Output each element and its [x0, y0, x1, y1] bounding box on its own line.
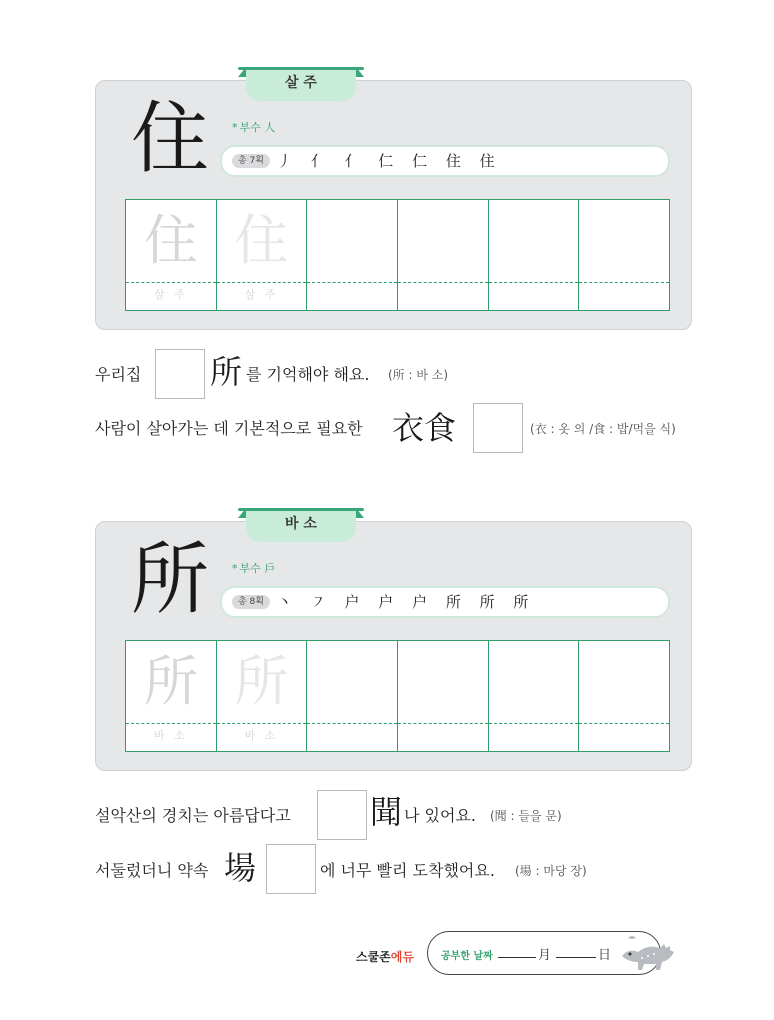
logo-accent: 에듀 — [390, 950, 414, 964]
star-icon: * — [232, 121, 238, 134]
radical-label: 부수 — [239, 121, 261, 134]
answer-box[interactable] — [473, 403, 523, 453]
trace-meaning: 바 소 — [244, 729, 279, 742]
day-unit: 日 — [598, 948, 612, 963]
hanja-note: (聞 : 들을 문) — [490, 809, 562, 823]
answer-box[interactable] — [266, 844, 316, 894]
radical-label: 부수 — [239, 562, 261, 575]
trace-hanja: 住 — [234, 209, 289, 272]
trace-hanja: 所 — [143, 650, 198, 713]
writing-cell[interactable] — [489, 641, 580, 751]
radical-info — [232, 560, 275, 576]
month-blank[interactable] — [498, 957, 536, 958]
radical-char: 人 — [264, 121, 276, 134]
hanja-card-1 — [95, 75, 692, 330]
stroke-count-badge: 총 8획 — [232, 595, 270, 609]
writing-cell[interactable] — [307, 200, 398, 310]
card-tab-1 — [246, 67, 356, 101]
hanja-note: (場 : 마당 장) — [515, 864, 587, 878]
trace-cell[interactable] — [217, 641, 308, 751]
radical-char: 戶 — [264, 562, 276, 575]
trace-meaning: 살 주 — [244, 288, 279, 301]
hanja-note: (衣 : 옷 의 /食 : 밥/먹을 식) — [530, 422, 676, 436]
sentence-hanja: 聞 — [370, 793, 403, 831]
day-blank[interactable] — [556, 957, 596, 958]
trace-cell[interactable] — [126, 200, 217, 310]
writing-cell[interactable] — [307, 641, 398, 751]
answer-box[interactable] — [317, 790, 367, 840]
hanja-card-2 — [95, 516, 692, 771]
dinosaur-icon — [618, 930, 676, 974]
writing-cell[interactable] — [398, 641, 489, 751]
month-unit: 月 — [538, 948, 552, 963]
trace-meaning: 살 주 — [153, 288, 188, 301]
stroke-sequence: 丶 ㇇ 户 户 户 所 所 所 — [277, 593, 536, 611]
trace-hanja: 住 — [143, 209, 198, 272]
tab-label: 바 소 — [285, 516, 317, 532]
stroke-order-box — [220, 586, 670, 618]
stroke-sequence: 丿 亻 亻 仁 仁 住 住 — [277, 152, 502, 170]
trace-cell[interactable] — [217, 200, 308, 310]
radical-info — [232, 119, 275, 135]
stroke-order-box — [220, 145, 670, 177]
writing-grid — [125, 199, 670, 311]
sentence-2-prefix: 사람이 살아가는 데 기본적으로 필요한 — [95, 419, 363, 438]
main-hanja: 所 — [131, 535, 210, 625]
date-label: 공부한 날짜 — [441, 951, 493, 962]
trace-meaning: 바 소 — [153, 729, 188, 742]
card-tab-2 — [246, 508, 356, 542]
sentence-hanja: 所 — [210, 353, 243, 391]
logo-main: 스쿨존 — [356, 950, 391, 964]
trace-hanja: 所 — [234, 650, 289, 713]
sentence-hanja: 衣食 — [392, 409, 457, 447]
writing-cell[interactable] — [579, 641, 669, 751]
sentence-4-suffix: 에 너무 빨리 도착했어요. — [320, 861, 495, 880]
sentence-3-suffix: 나 있어요. — [404, 806, 476, 825]
writing-grid — [125, 640, 670, 752]
sentence-3-prefix: 설악산의 경치는 아름답다고 — [95, 806, 291, 825]
stroke-count-badge: 총 7획 — [232, 154, 270, 168]
sentence-hanja: 場 — [224, 849, 257, 887]
star-icon: * — [232, 562, 238, 575]
sentence-4-prefix: 서둘렀더니 약속 — [95, 861, 209, 880]
trace-cell[interactable] — [126, 641, 217, 751]
writing-cell[interactable] — [579, 200, 669, 310]
hanja-note: (所 : 바 소) — [388, 368, 449, 382]
publisher-logo — [356, 948, 414, 965]
answer-box[interactable] — [155, 349, 205, 399]
tab-label: 살 주 — [285, 75, 317, 91]
writing-cell[interactable] — [489, 200, 580, 310]
main-hanja: 住 — [131, 94, 210, 184]
writing-cell[interactable] — [398, 200, 489, 310]
sentence-1-prefix: 우리집 — [95, 365, 142, 384]
sentence-1-suffix: 를 기억해야 해요. — [246, 365, 370, 384]
